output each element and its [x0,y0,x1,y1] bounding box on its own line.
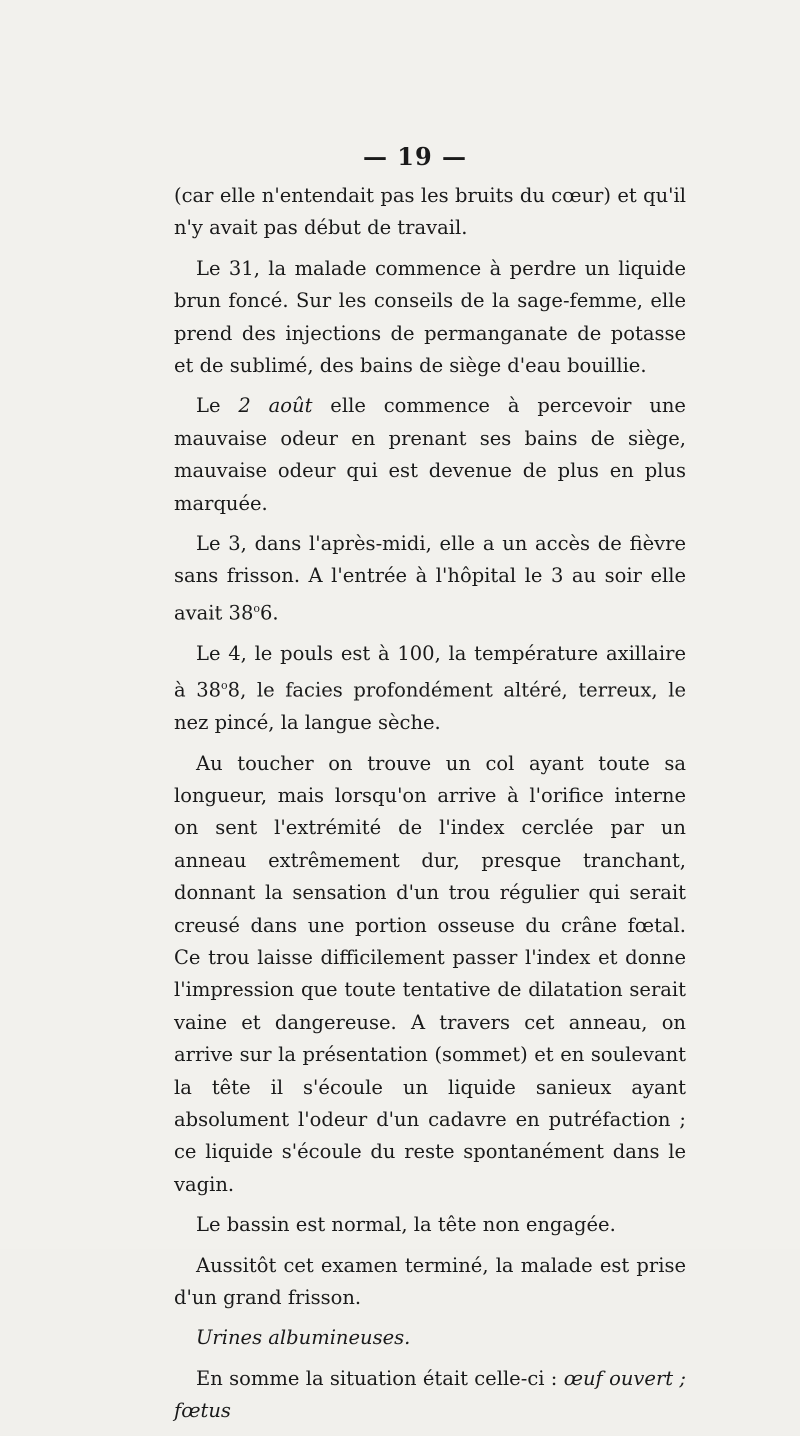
paragraph-text: Le [196,394,239,418]
paragraph-text: Le 3, dans l'après-midi, elle a un accès de fièvre sans frisson. A l'entrée à l'hôpital le 3 au soir elle avait 38 [174,532,686,625]
paragraph-p9 [174,1322,686,1354]
italic-text: œuf ouvert ; fœtus [174,1366,686,1423]
paragraph-p8 [174,1250,686,1315]
paragraph-p1 [174,180,686,245]
paragraph-p7 [174,1209,686,1241]
paragraph-p4 [174,528,686,630]
paragraph-p6 [174,748,686,1202]
paragraph-text: Aussitôt cet examen terminé, la malade est prise d'un grand frisson. [174,1253,686,1309]
page-number: — 19 — [362,142,468,171]
italic-text: 2 août [238,394,313,418]
italic-text: Urines albumineuses. [196,1326,411,1350]
paragraph-text: En somme la situation était celle-ci : [196,1366,564,1390]
degree-mark: o [221,679,228,693]
paragraph-text: Le 31, la malade commence à perdre un liquide brun foncé. Sur les conseils de la sage-femme, elle prend des injections de permanganate de potasse et de sublimé, des bains de siège d'eau bouillie. [174,256,686,378]
paragraph-text: Le 4, le pouls est à 100, la température axillaire à 38 [174,641,686,702]
paragraph-p2 [174,253,686,383]
paragraph-text: Au toucher on trouve un col ayant toute sa longueur, mais lorsqu'on arrive à l'orifice interne on sent l'extrémité de l'index cerclée par un anneau extrêmement dur, presque tranchant, donnant la sensation d'un trou régulier qui serait creusé dans une portion osseuse du crâne fœtal. Ce trou laisse difficilement passer l'index et donne l'impression que toute tentative de dilatation serait vaine et dangereuse. A travers cet anneau, on arrive sur la présentation (sommet) et en soulevant la tête il s'écoule un liquide sanieux ayant absolument l'odeur d'un cadavre en putréfaction ; ce liquide s'écoule du reste spontanément dans le vagin. [174,751,686,1196]
degree-mark: o [253,601,260,615]
paragraph-p3 [174,390,686,520]
paragraph-text: (car elle n'entendait pas les bruits du cœur) et qu'il n'y avait pas début de travail. [174,184,686,240]
paragraph-p10 [174,1363,686,1428]
paragraph-text: 8, le facies profondément altéré, terreux, le nez pincé, la langue sèche. [174,678,686,735]
paragraph-text: elle commence à percevoir une mauvaise odeur en prenant ses bains de siège, mauvaise odeur qui est devenue de plus en plus marquée. [174,394,686,515]
paragraph-text: 6. [259,601,279,625]
paragraph-p5 [174,638,686,740]
paragraph-text: Le bassin est normal, la tête non engagée. [196,1213,616,1237]
body-text [174,180,686,1436]
